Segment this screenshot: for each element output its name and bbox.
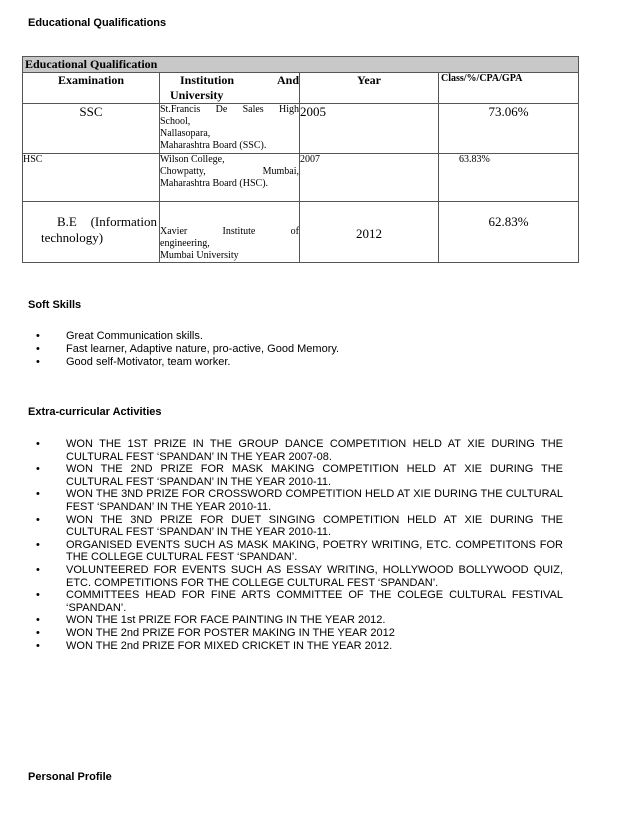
table-row — [23, 202, 579, 263]
list-item: • WON THE 1ST PRIZE IN THE GROUP DANCE COMPETITION HELD AT XIE DURING THE CULTURAL FEST ‘SPANDAN’ IN THE YEAR 2007-08. — [28, 438, 563, 463]
header-institution: Institution And University — [160, 73, 300, 104]
table-row — [23, 104, 579, 154]
education-table — [22, 56, 579, 263]
row-score: 63.83% — [439, 154, 579, 202]
table-header-row — [23, 73, 579, 104]
row-institution: Wilson College, Chowpatty, Mumbai, Maharashtra Board (HSC). — [160, 154, 300, 202]
list-item: • WON THE 1st PRIZE FOR FACE PAINTING IN THE YEAR 2012. — [28, 614, 563, 627]
header-score: Class/%/CPA/GPA — [439, 73, 579, 104]
row-institution: Xavier Institute of engineering, Mumbai University — [160, 202, 300, 263]
list-item: • WON THE 3ND PRIZE FOR DUET SINGING COMPETITION HELD AT XIE DURING THE CULTURAL FEST ‘SPANDAN’ IN THE YEAR 2010-11. — [28, 514, 563, 539]
header-year: Year — [300, 73, 439, 104]
personal-profile-heading: Personal Profile — [28, 771, 112, 783]
list-item: • WON THE 2nd PRIZE FOR MIXED CRICKET IN THE YEAR 2012. — [28, 640, 563, 653]
table-caption: Educational Qualification — [23, 57, 579, 73]
extra-curricular-list — [28, 438, 563, 652]
soft-skills-list — [28, 330, 339, 369]
table-row — [23, 154, 579, 202]
list-item: • WON THE 3ND PRIZE FOR CROSSWORD COMPETITION HELD AT XIE DURING THE CULTURAL FEST ‘SPANDAN’ IN THE YEAR 2010-11. — [28, 488, 563, 513]
list-item: • WON THE 2ND PRIZE FOR MASK MAKING COMPETITION HELD AT XIE DURING THE CULTURAL FEST ‘SPANDAN’ IN THE YEAR 2010-11. — [28, 463, 563, 488]
list-item: • VOLUNTEERED FOR EVENTS SUCH AS ESSAY WRITING, HOLLYWOOD BOLLYWOOD QUIZ, ETC. COMPETITIONS FOR THE COLLEGE CULTURAL FEST ‘SPANDAN’. — [28, 564, 563, 589]
row-year: 2007 — [300, 154, 439, 202]
row-score: 73.06% — [439, 104, 579, 154]
row-exam: SSC — [23, 104, 160, 154]
header-examination: Examination — [23, 73, 160, 104]
education-heading: Educational Qualifications — [28, 17, 167, 29]
soft-skills-heading: Soft Skills — [28, 299, 82, 311]
list-item: • Fast learner, Adaptive nature, pro-active, Good Memory. — [28, 343, 339, 356]
list-item: • COMMITTEES HEAD FOR FINE ARTS COMMITTEE OF THE COLEGE CULTURAL FESTIVAL ‘SPANDAN’. — [28, 589, 563, 614]
list-item: • Great Communication skills. — [28, 330, 339, 343]
row-year: 2005 — [300, 104, 439, 154]
list-item: • WON THE 2nd PRIZE FOR POSTER MAKING IN THE YEAR 2012 — [28, 627, 563, 640]
row-institution: St.Francis De Sales High School, Nallasopara, Maharashtra Board (SSC). — [160, 104, 300, 154]
row-exam: B.E (Information technology) — [23, 202, 160, 263]
row-year: 2012 — [300, 202, 439, 263]
row-score: 62.83% — [439, 202, 579, 263]
extra-curricular-heading: Extra-curricular Activities — [28, 406, 162, 418]
row-exam: HSC — [23, 154, 160, 202]
list-item: • ORGANISED EVENTS SUCH AS MASK MAKING, POETRY WRITING, ETC. COMPETITONS FOR THE COLLEGE CULTURAL FEST ‘SPANDAN’. — [28, 539, 563, 564]
list-item: • Good self-Motivator, team worker. — [28, 356, 339, 369]
